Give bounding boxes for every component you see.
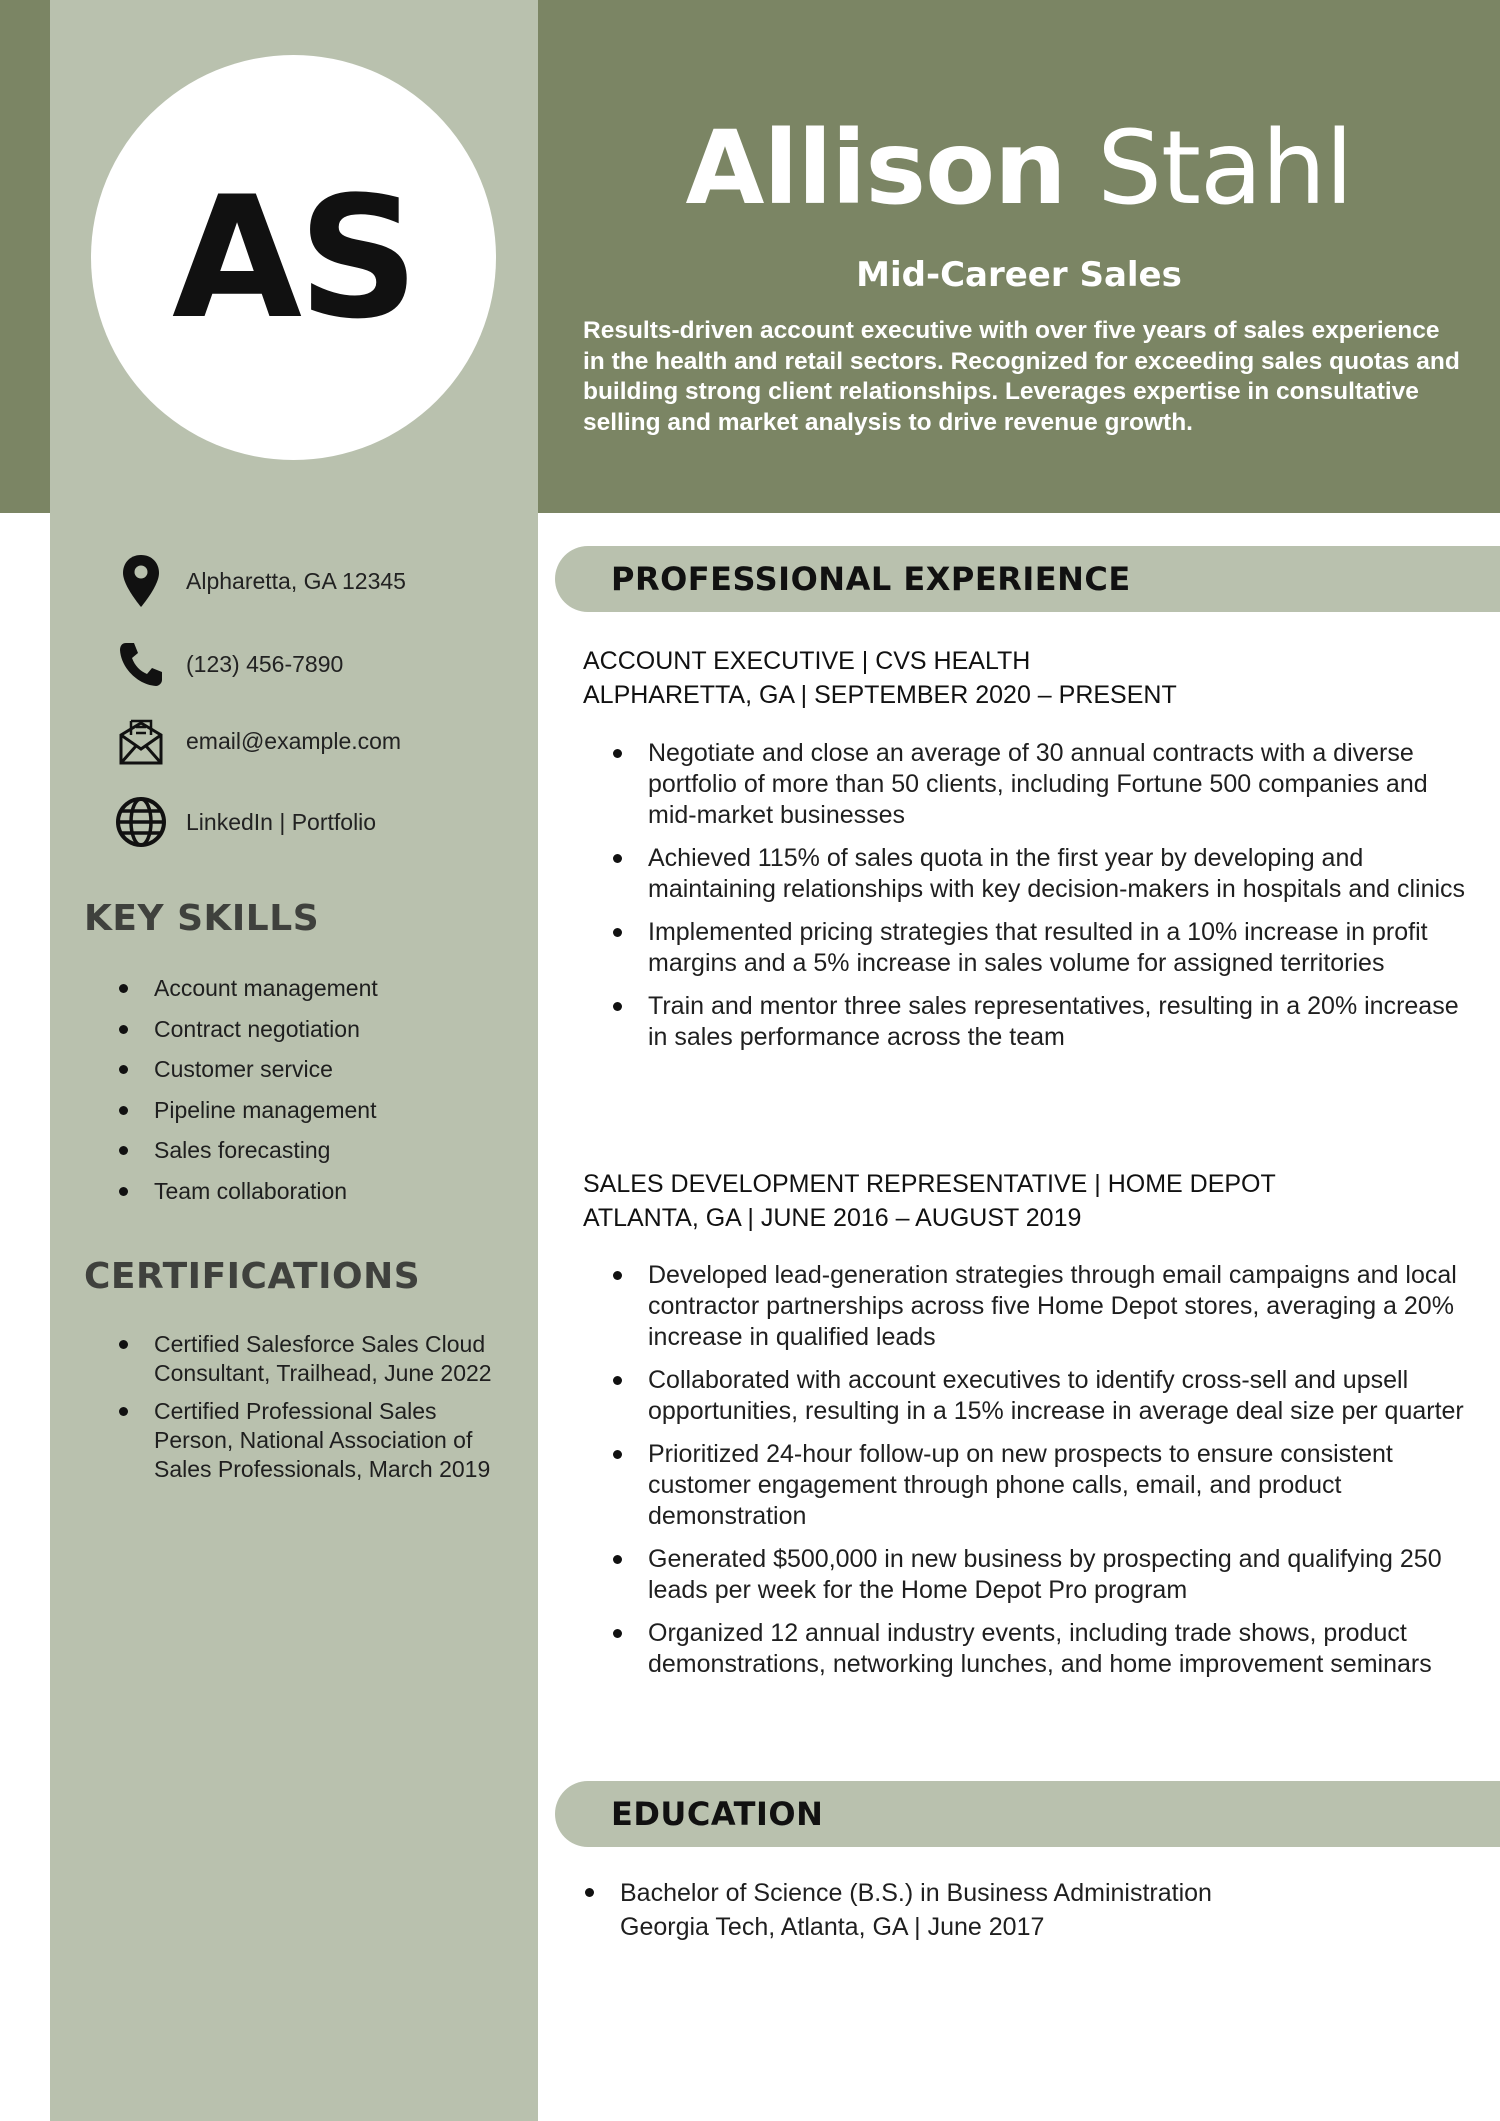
job-bullet: Implemented pricing strategies that resulted in a 10% increase in profit margins and a 5% increase in sales volume for assigned territories: [583, 917, 1473, 979]
skill-item: Pipeline management: [84, 1090, 504, 1131]
education-item: [583, 1876, 1483, 1944]
contact-email-text[interactable]: email@example.com: [186, 727, 402, 754]
envelope-icon: [113, 713, 169, 769]
job-header: [583, 644, 1483, 712]
job-bullets: [583, 1260, 1483, 1692]
degree: Bachelor of Science (B.S.) in Business Administration: [620, 1879, 1212, 1907]
school: Georgia Tech, Atlanta, GA | June 2017: [620, 1913, 1045, 1941]
job-bullet: Train and mentor three sales representatives, resulting in a 20% increase in sales performance across the team: [583, 991, 1473, 1053]
contact-location-text: Alpharetta, GA 12345: [186, 567, 406, 594]
certifications-list: [84, 1330, 514, 1493]
certifications-heading: CERTIFICATIONS: [84, 1256, 421, 1297]
certification-item: Certified Salesforce Sales Cloud Consultant, Trailhead, June 2022: [84, 1330, 514, 1388]
job-bullet: Developed lead-generation strategies through email campaigns and local contractor partnerships across five Home Depot stores, averaging a 20% increase in qualified leads: [583, 1260, 1483, 1353]
contact-phone-text: (123) 456-7890: [186, 650, 344, 677]
globe-icon: [113, 794, 169, 850]
skills-heading: KEY SKILLS: [84, 898, 320, 939]
skill-item: Contract negotiation: [84, 1009, 504, 1050]
job-bullet: Achieved 115% of sales quota in the first year by developing and maintaining relationships with key decision-makers in hospitals and clinics: [583, 843, 1473, 905]
job-header: [583, 1167, 1483, 1235]
skill-item: Account management: [84, 968, 504, 1009]
skill-item: Sales forecasting: [84, 1130, 504, 1171]
contact-links-text[interactable]: LinkedIn | Portfolio: [186, 808, 377, 835]
experience-heading: PROFESSIONAL EXPERIENCE: [611, 560, 1131, 598]
location-pin-icon: [113, 553, 169, 609]
job-title-company: SALES DEVELOPMENT REPRESENTATIVE | HOME DEPOT: [583, 1170, 1276, 1198]
summary: Results-driven account executive with over five years of sales experience in the health and retail sectors. Recognized for exceeding sales quotas and building strong client relationships. Leverages expertise in consultative selling and market analysis to drive revenue growth.: [583, 317, 1460, 436]
skill-item: Customer service: [84, 1049, 504, 1090]
job-bullets: [583, 738, 1473, 1065]
phone-icon: [113, 636, 169, 692]
job-title-company: ACCOUNT EXECUTIVE | CVS HEALTH: [583, 647, 1031, 675]
job-bullet: Prioritized 24-hour follow-up on new prospects to ensure consistent customer engagement through phone calls, email, and product demonstration: [583, 1439, 1483, 1532]
initials: AS: [171, 159, 415, 356]
contact-links: [113, 794, 376, 850]
job-title: Mid-Career Sales: [856, 255, 1182, 295]
skill-item: Team collaboration: [84, 1171, 504, 1212]
first-name: Allison: [685, 109, 1066, 228]
education-list: [583, 1876, 1483, 1944]
job-bullet: Negotiate and close an average of 30 annual contracts with a diverse portfolio of more than 50 clients, including Fortune 500 companies and mid-market businesses: [583, 738, 1473, 831]
education-section-header: [555, 1781, 1500, 1847]
contact-phone: [113, 636, 343, 692]
job-location-dates: ALPHARETTA, GA | SEPTEMBER 2020 – PRESENT: [583, 681, 1177, 709]
education-heading: EDUCATION: [611, 1795, 824, 1833]
experience-section-header: [555, 546, 1500, 612]
avatar-initials-circle: [91, 55, 496, 460]
job-bullet: Generated $500,000 in new business by prospecting and qualifying 250 leads per week for the Home Depot Pro program: [583, 1544, 1483, 1606]
contact-email: [113, 713, 401, 769]
job-location-dates: ATLANTA, GA | JUNE 2016 – AUGUST 2019: [583, 1204, 1082, 1232]
certification-item: Certified Professional Sales Person, National Association of Sales Professionals, March 2019: [84, 1397, 514, 1484]
contact-location: [113, 553, 406, 609]
header-band-left: [0, 0, 50, 513]
skills-list: [84, 968, 504, 1211]
candidate-name: [538, 109, 1500, 228]
job-bullet: Collaborated with account executives to identify cross-sell and upsell opportunities, resulting in a 15% increase in average deal size per quarter: [583, 1365, 1483, 1427]
last-name: Stahl: [1097, 109, 1353, 228]
job-bullet: Organized 12 annual industry events, including trade shows, product demonstrations, networking lunches, and home improvement seminars: [583, 1618, 1483, 1680]
